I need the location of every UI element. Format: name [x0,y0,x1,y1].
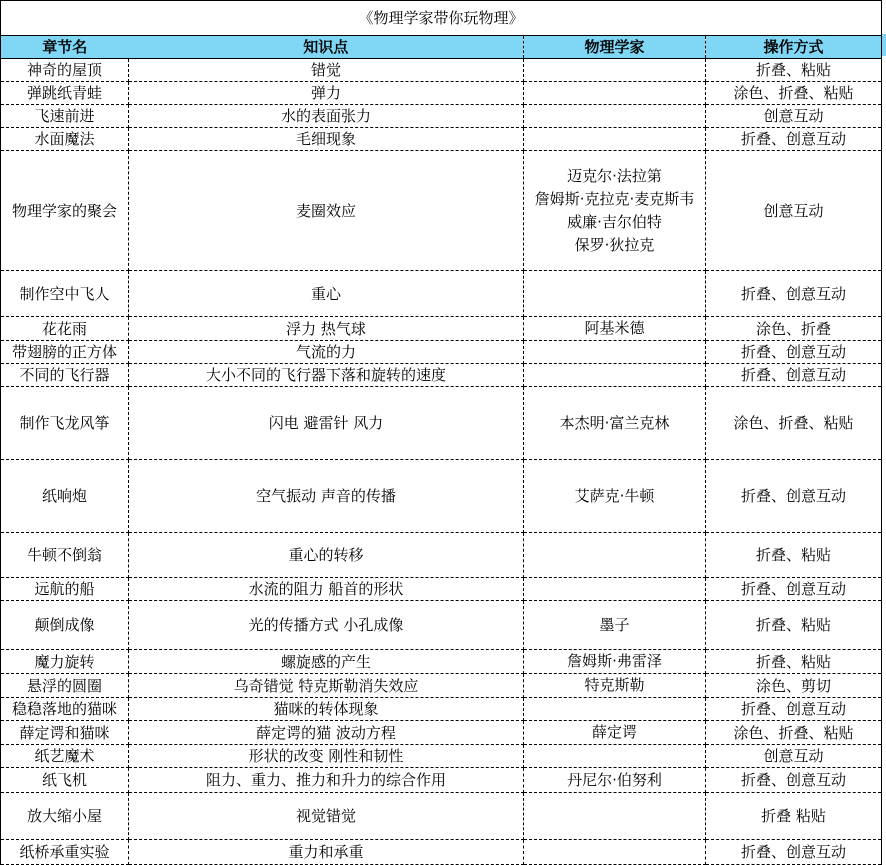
table-row [1,650,882,674]
cell-physicist[interactable]: 本杰明·富兰克林 [524,387,706,460]
header-knowledge[interactable]: 知识点 [129,36,524,59]
physicist-name: 詹姆斯·克拉克·麦克斯韦 [534,189,695,208]
cell-operation[interactable]: 涂色、剪切 [706,674,882,698]
cell-knowledge[interactable]: 水流的阻力 船首的形状 [129,578,524,601]
cell-knowledge[interactable]: 猫咪的转体现象 [129,698,524,721]
cell-knowledge[interactable]: 光的传播方式 小孔成像 [129,601,524,650]
cell-knowledge[interactable]: 水的表面张力 [129,105,524,128]
physicist-name: 保罗·狄拉克 [574,235,655,254]
table-row [1,601,882,650]
cell-chapter[interactable]: 制作空中飞人 [1,271,129,317]
table-row [1,721,882,745]
cell-chapter[interactable]: 薛定谔和猫咪 [1,721,129,745]
header-operation[interactable]: 操作方式 [706,36,882,59]
cell-operation[interactable]: 创意互动 [706,745,882,768]
cell-chapter[interactable]: 物理学家的聚会 [1,151,129,271]
cell-chapter[interactable]: 纸桥承重实验 [1,840,129,865]
cell-chapter[interactable]: 牛顿不倒翁 [1,533,129,578]
cell-physicist[interactable] [524,840,706,865]
cell-operation[interactable]: 折叠、创意互动 [706,698,882,721]
cell-chapter[interactable]: 悬浮的圆圈 [1,674,129,698]
cell-chapter[interactable]: 魔力旋转 [1,650,129,674]
cell-operation[interactable]: 创意互动 [706,105,882,128]
cell-physicist[interactable] [524,105,706,128]
physicist-name: 迈克尔·法拉第 [567,166,662,185]
cell-operation[interactable]: 折叠、创意互动 [706,271,882,317]
cell-chapter[interactable]: 带翅膀的正方体 [1,341,129,364]
table-row [1,364,882,387]
physicist-name: 威廉·吉尔伯特 [567,212,662,231]
cell-operation[interactable]: 折叠、创意互动 [706,128,882,151]
table-row [1,768,882,793]
cell-knowledge[interactable]: 气流的力 [129,341,524,364]
cell-physicist[interactable] [524,341,706,364]
table-row [1,578,882,601]
cell-chapter[interactable]: 纸飞机 [1,768,129,793]
cell-physicist[interactable]: 阿基米德 [524,317,706,341]
cell-chapter[interactable]: 纸响炮 [1,460,129,533]
cell-knowledge[interactable]: 薛定谔的猫 波动方程 [129,721,524,745]
cell-chapter[interactable]: 放大缩小屋 [1,793,129,840]
header-physicist[interactable]: 物理学家 [524,36,706,59]
cell-physicist[interactable]: 墨子 [524,601,706,650]
cell-operation[interactable]: 折叠、创意互动 [706,840,882,865]
cell-knowledge[interactable]: 大小不同的飞行器下落和旋转的速度 [129,364,524,387]
cell-physicist[interactable]: 艾萨克·牛顿 [524,460,706,533]
cell-knowledge[interactable]: 空气振动 声音的传播 [129,460,524,533]
cell-knowledge[interactable]: 重心 [129,271,524,317]
cell-physicist[interactable]: 薛定谔 [524,721,706,745]
cell-operation[interactable]: 折叠 粘贴 [706,793,882,840]
cell-chapter[interactable]: 飞速前进 [1,105,129,128]
cell-physicist[interactable] [524,59,706,82]
cell-physicist[interactable] [524,533,706,578]
cell-knowledge[interactable]: 螺旋感的产生 [129,650,524,674]
cell-knowledge[interactable]: 重力和承重 [129,840,524,865]
table-row [1,674,882,698]
cell-chapter[interactable]: 神奇的屋顶 [1,59,129,82]
table-row [1,271,882,317]
table-body [1,59,882,865]
cell-operation[interactable]: 折叠、创意互动 [706,341,882,364]
table-row [1,840,882,865]
title-row [1,1,882,36]
cell-physicist[interactable] [524,578,706,601]
cell-operation[interactable]: 折叠、创意互动 [706,460,882,533]
header-chapter[interactable]: 章节名 [1,36,129,59]
table-row [1,793,882,840]
cell-operation[interactable]: 折叠、创意互动 [706,364,882,387]
cell-knowledge[interactable]: 浮力 热气球 [129,317,524,341]
cell-operation[interactable]: 涂色、折叠、粘贴 [706,721,882,745]
cell-chapter[interactable]: 颠倒成像 [1,601,129,650]
cell-knowledge[interactable]: 闪电 避雷针 风力 [129,387,524,460]
header-row [1,36,882,59]
cell-knowledge[interactable]: 形状的改变 刚性和韧性 [129,745,524,768]
cell-knowledge[interactable]: 乌奇错觉 特克斯勒消失效应 [129,674,524,698]
cell-chapter[interactable]: 不同的飞行器 [1,364,129,387]
cell-chapter[interactable]: 花花雨 [1,317,129,341]
table-row [1,745,882,768]
cell-physicist[interactable]: 丹尼尔·伯努利 [524,768,706,793]
table-row [1,151,882,271]
cell-operation[interactable]: 折叠、创意互动 [706,578,882,601]
cell-operation[interactable]: 折叠、粘贴 [706,601,882,650]
table-row [1,105,882,128]
cell-physicist[interactable] [524,271,706,317]
table-row [1,460,882,533]
cell-chapter[interactable]: 弹跳纸青蛙 [1,82,129,105]
cell-knowledge[interactable]: 毛细现象 [129,128,524,151]
cell-operation[interactable]: 创意互动 [706,151,882,271]
cell-knowledge[interactable]: 阻力、重力、推力和升力的综合作用 [129,768,524,793]
cell-operation[interactable]: 涂色、折叠 [706,317,882,341]
cell-physicist[interactable] [524,698,706,721]
cell-physicist[interactable] [524,128,706,151]
cell-knowledge[interactable]: 重心的转移 [129,533,524,578]
table-title[interactable]: 《物理学家带你玩物理》 [1,1,882,36]
cell-physicist[interactable] [524,364,706,387]
cell-chapter[interactable]: 制作飞龙风筝 [1,387,129,460]
cell-physicist[interactable] [524,793,706,840]
cell-physicist[interactable] [524,745,706,768]
table-row [1,317,882,341]
header-fill-edge [882,34,886,56]
table-row [1,698,882,721]
cell-operation[interactable]: 折叠、创意互动 [706,768,882,793]
cell-chapter[interactable]: 纸艺魔术 [1,745,129,768]
cell-operation[interactable]: 折叠、粘贴 [706,59,882,82]
cell-chapter[interactable]: 远航的船 [1,578,129,601]
cell-knowledge[interactable]: 视觉错觉 [129,793,524,840]
cell-knowledge[interactable]: 弹力 [129,82,524,105]
cell-physicist[interactable]: 特克斯勒 [524,674,706,698]
cell-knowledge[interactable]: 麦圈效应 [129,151,524,271]
cell-physicist[interactable]: 詹姆斯·弗雷泽 [524,650,706,674]
cell-chapter[interactable]: 稳稳落地的猫咪 [1,698,129,721]
cell-operation[interactable]: 折叠、粘贴 [706,650,882,674]
cell-operation[interactable]: 涂色、折叠、粘贴 [706,387,882,460]
table-row [1,82,882,105]
cell-knowledge[interactable]: 错觉 [129,59,524,82]
table-row [1,341,882,364]
table-row [1,387,882,460]
cell-operation[interactable]: 涂色、折叠、粘贴 [706,82,882,105]
table-row [1,128,882,151]
table-row [1,59,882,82]
cell-chapter[interactable]: 水面魔法 [1,128,129,151]
table-row [1,533,882,578]
cell-physicist[interactable] [524,151,706,271]
cell-operation[interactable]: 折叠、粘贴 [706,533,882,578]
cell-physicist[interactable] [524,82,706,105]
